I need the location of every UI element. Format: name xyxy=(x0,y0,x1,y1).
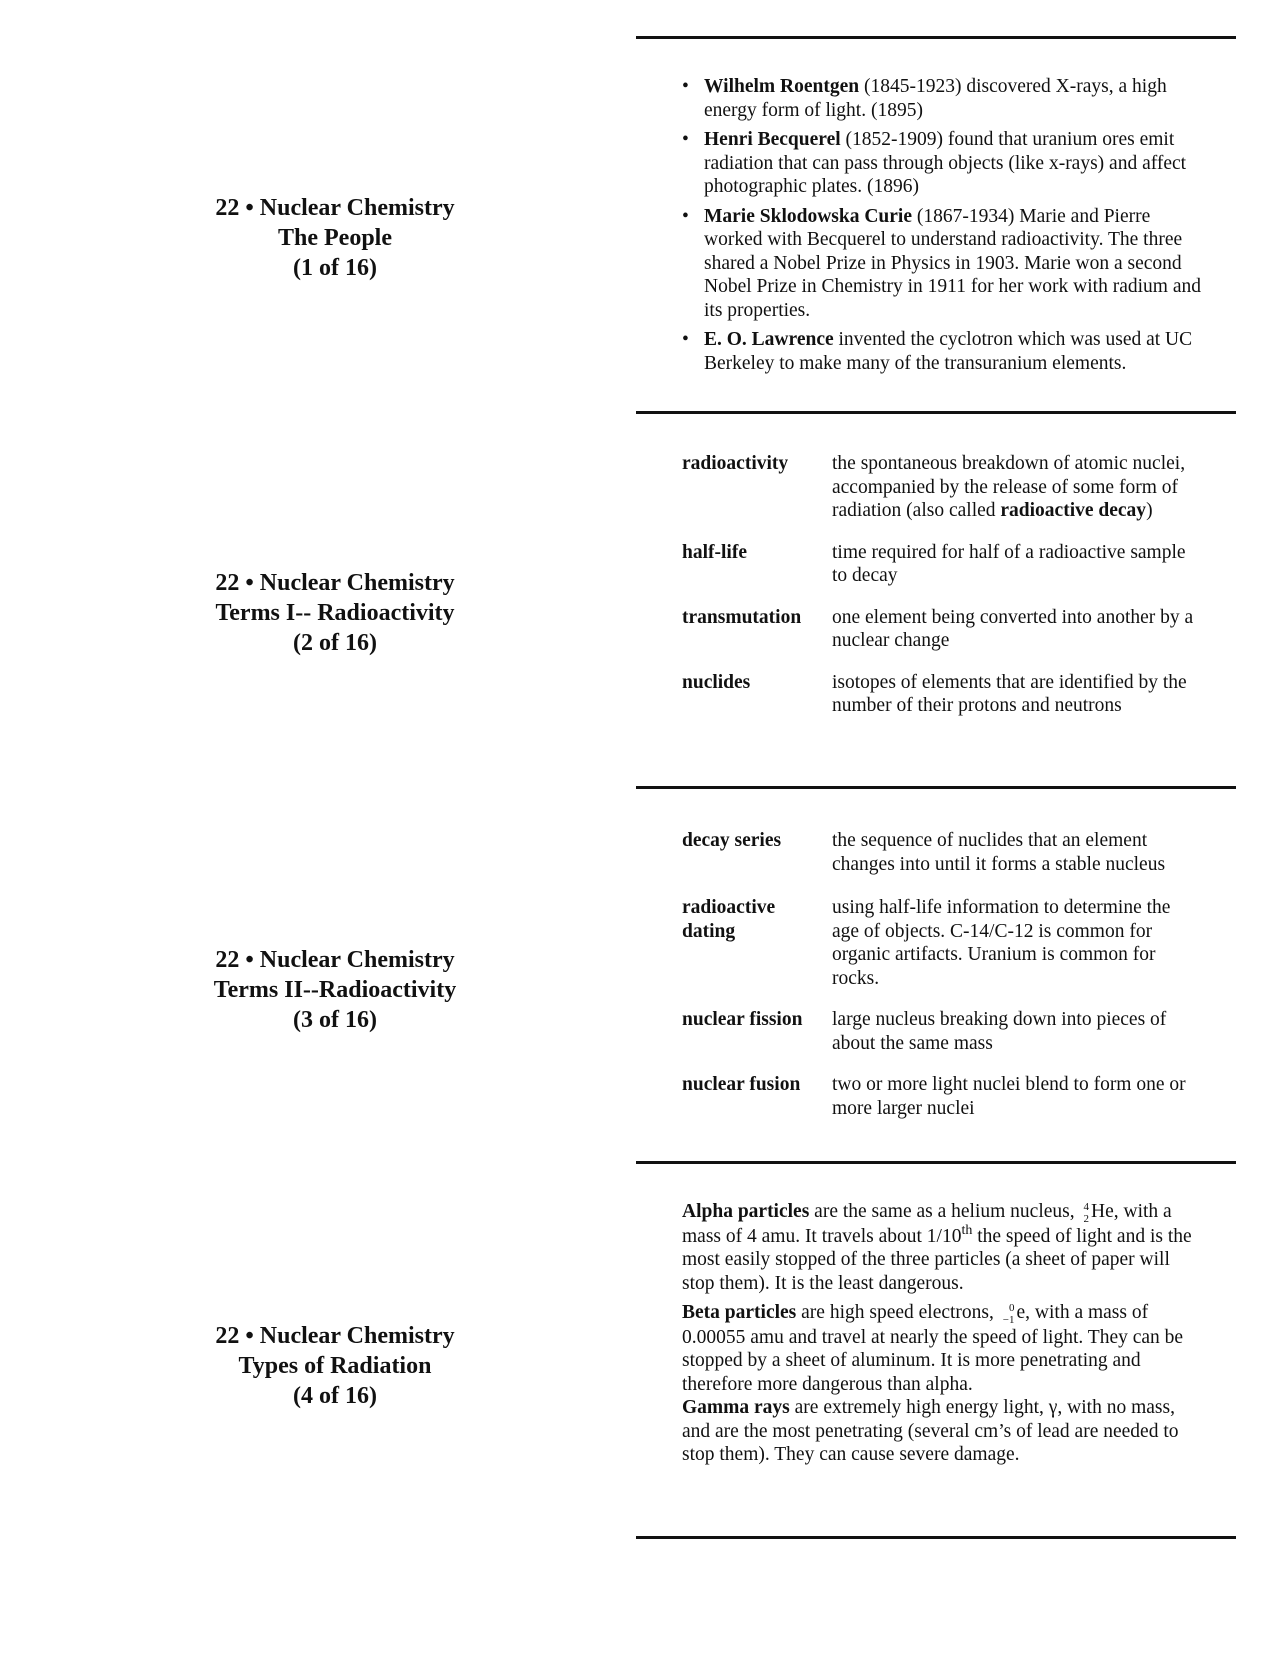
card-title-line: 22 • Nuclear Chemistry xyxy=(215,947,455,973)
definition-bold: radioactive decay xyxy=(1000,500,1147,521)
term-definition: the sequence of nuclides that an element changes into until it forms a stable nucleus xyxy=(832,830,1166,875)
atomic-number: −1 xyxy=(1002,1313,1015,1326)
alpha-paragraph xyxy=(682,1200,1202,1295)
card-title-line: Types of Radiation xyxy=(238,1353,432,1379)
list-item xyxy=(682,205,1202,323)
list-item xyxy=(682,75,1202,122)
term-definition: two or more light nuclei blend to form one or more larger nuclei xyxy=(832,1074,1186,1119)
term-row xyxy=(682,541,1202,588)
electron-nuclide xyxy=(1003,1302,1015,1326)
person-name: E. O. Lawrence xyxy=(704,329,834,350)
term-row xyxy=(682,452,1202,523)
card-1-content xyxy=(682,75,1202,381)
person-desc: invented the cyclotron which was used at UC Berkeley to make many of the transuranium elements. xyxy=(704,329,1193,374)
alpha-text: the speed of light and is the most easily stopped of the three particles (a sheet of paper will stop them). It is the least dangerous. xyxy=(682,1225,1192,1294)
card-title-line: (4 of 16) xyxy=(293,1383,377,1409)
alpha-text: , with a mass of 4 amu. It travels about 1/10 xyxy=(682,1201,1172,1247)
card-title-line: Terms I-- Radioactivity xyxy=(215,600,455,626)
term-definition: time required for half of a radioactive sample to decay xyxy=(832,541,1186,586)
beta-text: , with a mass of 0.00055 amu and travel at nearly the speed of light. They can be stopped by a sheet of aluminum. It is more penetrating and therefore more dangerous than alpha. xyxy=(682,1302,1184,1395)
atomic-number: 2 xyxy=(1083,1212,1089,1225)
term-row xyxy=(682,1073,1202,1120)
beta-text: are high speed electrons, xyxy=(796,1302,999,1324)
mass-number: 0 xyxy=(1009,1301,1015,1314)
term-definition: one element being converted into another by a nuclear change xyxy=(832,606,1194,651)
card-title-line: 22 • Nuclear Chemistry xyxy=(215,1323,455,1349)
element-symbol: e xyxy=(1016,1302,1026,1324)
card-4-title xyxy=(180,1321,490,1411)
term-row xyxy=(682,671,1202,718)
term-row xyxy=(682,896,1202,990)
people-list xyxy=(682,75,1202,375)
card-title-line: The People xyxy=(278,225,392,251)
divider-3 xyxy=(636,1161,1236,1164)
term-label: transmutation xyxy=(682,606,802,628)
person-name: Henri Becquerel xyxy=(704,129,841,150)
card-2-title xyxy=(180,568,490,658)
alpha-label: Alpha particles xyxy=(682,1201,810,1222)
term-definition: using half-life information to determine the age of objects. C-14/C-12 is common for organic artifacts. Uranium is common for rocks. xyxy=(832,897,1171,989)
beta-paragraph xyxy=(682,1301,1202,1396)
person-name: Wilhelm Roentgen xyxy=(704,76,860,97)
card-title-line: 22 • Nuclear Chemistry xyxy=(215,570,455,596)
card-title-line: Terms II--Radioactivity xyxy=(213,977,457,1003)
divider-1 xyxy=(636,411,1236,414)
list-item xyxy=(682,128,1202,199)
term-row xyxy=(682,1008,1202,1055)
term-label: nuclides xyxy=(682,671,751,693)
card-2-content xyxy=(682,452,1202,718)
element-symbol: He xyxy=(1091,1201,1114,1222)
term-row xyxy=(682,829,1202,876)
term-definition xyxy=(832,452,1202,523)
beta-label: Beta particles xyxy=(682,1302,797,1324)
card-title-line: (2 of 16) xyxy=(293,630,377,656)
term-definition: isotopes of elements that are identified by the number of their protons and neutrons xyxy=(832,671,1187,716)
person-name: Marie Sklodowska Curie xyxy=(704,205,913,227)
divider-top xyxy=(636,36,1236,39)
divider-2 xyxy=(636,786,1236,789)
gamma-label: Gamma rays xyxy=(682,1397,790,1419)
helium-nuclide xyxy=(1084,1201,1090,1225)
mass-number: 4 xyxy=(1083,1200,1089,1213)
term-label: nuclear fusion xyxy=(682,1074,801,1095)
gamma-paragraph xyxy=(682,1396,1202,1467)
card-title-line: 22 • Nuclear Chemistry xyxy=(215,195,455,221)
person-desc: (1852-1909) found that uranium ores emit radiation that can pass through objects (like x-rays) and affect photographic plates. (1896) xyxy=(704,129,1187,197)
term-label: nuclear fission xyxy=(682,1009,803,1030)
gamma-text: are extremely high energy light, γ, with no mass, and are the most penetrating (several cm’s of lead are needed to stop them). They can cause severe damage. xyxy=(682,1397,1179,1466)
divider-bottom xyxy=(636,1536,1236,1539)
card-title-line: (3 of 16) xyxy=(293,1007,377,1033)
term-label: radioactivity xyxy=(682,453,789,474)
list-item xyxy=(682,328,1202,375)
term-row xyxy=(682,606,1202,653)
alpha-text: are the same as a helium nucleus, xyxy=(809,1201,1080,1222)
person-desc: (1867-1934) Marie and Pierre worked with Becquerel to understand radioactivity. The three shared a Nobel Prize in Physics in 1903. Marie won a second Nobel Prize in Chemistry in 1911 for her work with radium and its properties. xyxy=(704,205,1201,321)
person-desc: (1845-1923) discovered X-rays, a high energy form of light. (1895) xyxy=(704,76,1167,121)
definition-text: the spontaneous breakdown of atomic nuclei, accompanied by the release of some form of radiation (also called xyxy=(832,453,1186,521)
card-4-content xyxy=(682,1200,1202,1467)
term-label: radioactive dating xyxy=(682,897,776,942)
card-3-content xyxy=(682,829,1202,1120)
definition-text: ) xyxy=(1146,500,1153,521)
term-label: decay series xyxy=(682,830,782,851)
term-definition: large nucleus breaking down into pieces of about the same mass xyxy=(832,1009,1167,1054)
superscript: th xyxy=(961,1222,973,1238)
card-3-title xyxy=(180,945,490,1035)
term-label: half-life xyxy=(682,541,747,563)
card-1-title xyxy=(180,193,490,283)
card-title-line: (1 of 16) xyxy=(293,255,377,281)
